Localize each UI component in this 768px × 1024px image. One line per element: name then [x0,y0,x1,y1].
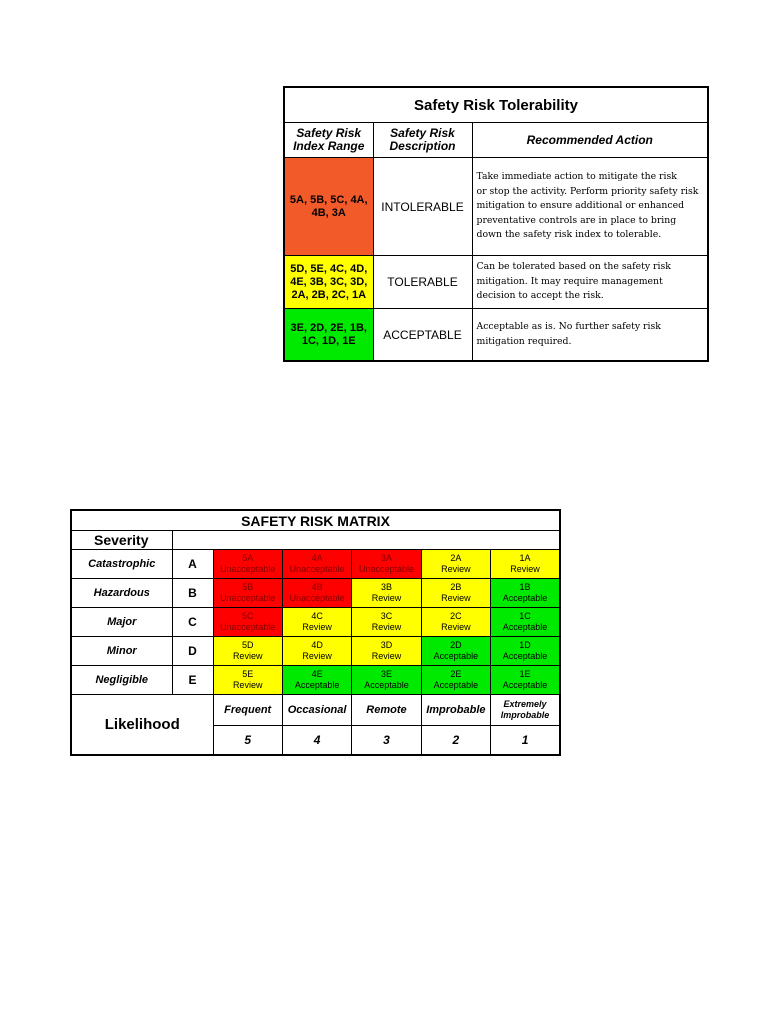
likelihood-remote: Remote [352,695,421,726]
likelihood-occasional: Occasional [282,695,351,726]
header-recommended-action: Recommended Action [472,123,708,158]
description-tolerable: TOLERABLE [373,256,472,309]
risk-code: 5B [242,582,254,592]
risk-cell-2c [421,608,490,637]
risk-label: Review [371,651,402,661]
tolerability-table [283,86,709,362]
risk-cell-1c [491,608,560,637]
risk-label: Acceptable [433,680,479,690]
risk-cell-3e [352,666,421,695]
risk-label: Acceptable [502,651,548,661]
action-acceptable [472,309,708,362]
severity-name: Catastrophic [71,550,172,579]
severity-name: Negligible [71,666,172,695]
severity-header-blank [172,531,560,550]
risk-cell-1e [491,666,560,695]
severity-row-b [71,579,560,608]
risk-label: Review [441,622,471,632]
risk-cell-1b [491,579,560,608]
likelihood-value-1: 1 [491,726,560,756]
risk-label: Unacceptable [220,564,276,574]
risk-code: 4C [311,611,323,621]
risk-code: 5D [241,640,254,650]
risk-label: Review [441,564,471,574]
index-range-tolerable: 5D, 5E, 4C, 4D, 4E, 3B, 3C, 3D, 2A, 2B, 2C, 1A [284,256,373,309]
risk-code: 2E [450,669,462,679]
risk-code: 1A [519,553,531,563]
likelihood-value-2: 2 [421,726,490,756]
severity-row-d [71,637,560,666]
action-line: down the safety risk index to tolerable. [476,229,662,241]
severity-letter: A [172,550,213,579]
severity-letter: D [172,637,213,666]
risk-label: Acceptable [502,680,548,690]
risk-code: 1B [519,582,531,592]
risk-label: Review [302,622,332,632]
action-line: Acceptable as is. No further safety risk [476,321,661,332]
risk-matrix-table [70,509,561,756]
likelihood-improbable: Improbable [421,695,490,726]
header-description: Safety Risk Description [373,123,472,158]
risk-code: 5A [242,553,254,563]
severity-row-c [71,608,560,637]
likelihood-value-5: 5 [213,726,282,756]
risk-code: 5E [242,669,254,679]
action-line: mitigation required. [476,335,572,347]
risk-code: 3D [380,640,393,650]
description-acceptable: ACCEPTABLE [373,309,472,362]
severity-label: Severity [71,531,172,550]
risk-code: 4A [311,553,323,563]
action-line: or stop the activity. Perform priority safety risk [476,185,699,197]
risk-cell-1a [491,550,560,579]
likelihood-extremely-improbable: Extremely Improbable [491,695,560,726]
matrix-title: SAFETY RISK MATRIX [71,510,560,531]
risk-label: Review [510,564,540,574]
risk-code: 4E [311,669,323,679]
risk-code: 2D [450,640,462,650]
risk-label: Unacceptable [289,593,345,603]
severity-name: Minor [71,637,172,666]
risk-label: Acceptable [433,651,479,661]
risk-cell-5d [213,637,282,666]
risk-label: Unacceptable [289,564,345,574]
action-line: preventative controls are in place to bring [476,214,677,226]
action-line: decision to accept the risk. [476,290,604,302]
risk-cell-5a [213,550,282,579]
risk-cell-2e [421,666,490,695]
tolerability-title: Safety Risk Tolerability [284,87,708,123]
risk-cell-4a [282,550,351,579]
risk-label: Unacceptable [220,593,276,603]
action-line: mitigation to ensure additional or enhanced [476,200,685,212]
severity-row-e [71,666,560,695]
action-intolerable [472,158,708,256]
action-line: Take immediate action to mitigate the risk [476,171,677,183]
risk-label: Unacceptable [220,622,276,632]
action-line: mitigation. It may require management [476,275,663,287]
risk-code: 2B [450,582,462,592]
index-range-acceptable: 3E, 2D, 2E, 1B, 1C, 1D, 1E [284,309,373,362]
risk-code: 1E [519,669,531,679]
severity-letter: E [172,666,213,695]
likelihood-label: Likelihood [71,695,213,756]
risk-cell-5b [213,579,282,608]
header-index-range: Safety Risk Index Range [284,123,373,158]
risk-code: 2C [450,611,462,621]
risk-cell-5e [213,666,282,695]
risk-label: Review [371,622,402,632]
risk-label: Review [302,651,332,661]
risk-cell-3d [352,637,421,666]
risk-code: 4B [311,582,323,592]
risk-cell-4b [282,579,351,608]
risk-code: 3E [380,669,392,679]
risk-cell-3a [352,550,421,579]
likelihood-value-4: 4 [282,726,351,756]
risk-label: Review [371,593,402,603]
risk-code: 3A [380,553,392,563]
risk-label: Review [232,651,263,661]
risk-code: 3B [380,582,392,592]
risk-code: 3C [380,611,393,621]
risk-label: Acceptable [502,593,548,603]
action-tolerable [472,256,708,309]
matrix-severity-rows [71,550,560,695]
risk-cell-2a [421,550,490,579]
risk-label: Acceptable [364,680,409,690]
likelihood-frequent: Frequent [213,695,282,726]
risk-label: Unacceptable [358,564,414,574]
risk-label: Review [441,593,471,603]
index-range-intolerable: 5A, 5B, 5C, 4A, 4B, 3A [284,158,373,256]
severity-letter: B [172,579,213,608]
risk-cell-3c [352,608,421,637]
likelihood-value-3: 3 [352,726,421,756]
severity-name: Major [71,608,172,637]
risk-cell-2b [421,579,490,608]
risk-code: 1C [519,611,531,621]
description-intolerable: INTOLERABLE [373,158,472,256]
risk-cell-5c [213,608,282,637]
risk-code: 4D [311,640,323,650]
risk-label: Acceptable [502,622,548,632]
risk-cell-2d [421,637,490,666]
risk-cell-4c [282,608,351,637]
severity-name: Hazardous [71,579,172,608]
action-line: Can be tolerated based on the safety risk [476,261,671,273]
risk-cell-1d [491,637,560,666]
severity-letter: C [172,608,213,637]
risk-cell-4d [282,637,351,666]
risk-code: 5C [241,611,254,621]
risk-cell-4e [282,666,351,695]
risk-cell-3b [352,579,421,608]
risk-code: 2A [450,553,462,563]
risk-label: Review [232,680,263,690]
risk-label: Acceptable [294,680,340,690]
severity-row-a [71,550,560,579]
risk-code: 1D [519,640,531,650]
